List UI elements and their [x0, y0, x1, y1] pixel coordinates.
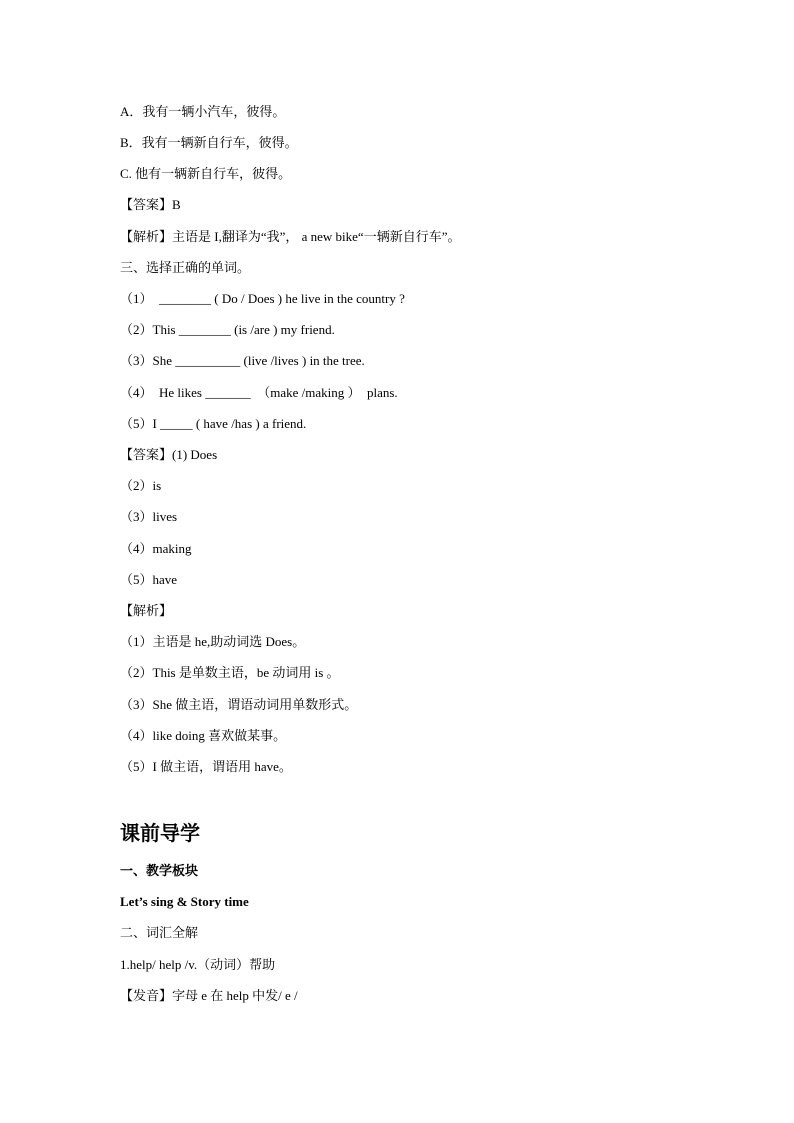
vocab-item: 1.help/ help /v.（动词）帮助	[120, 957, 276, 972]
answer-label: 【答案】B	[120, 197, 181, 212]
analysis-heading: 【解析】	[120, 603, 173, 618]
answer-5: （5）have	[120, 572, 178, 587]
analysis-text: 【解析】主语是 I,翻译为“我”， a new bike“一辆新自行车”。	[120, 229, 461, 244]
answer-4: （4）making	[120, 541, 192, 556]
question-5: （5）I _____ ( have /has ) a friend.	[120, 416, 307, 431]
teaching-block-heading: 一、教学板块	[120, 863, 199, 878]
question-3: （3）She __________ (live /lives ) in the tree.	[120, 353, 365, 368]
analysis-5: （5）I 做主语，谓语用 have。	[120, 759, 292, 774]
answer-2: （2）is	[120, 478, 162, 493]
option-b: B．我有一辆新自行车，彼得。	[120, 135, 298, 150]
vocab-heading: 二、词汇全解	[120, 925, 199, 940]
question-1: （1） ________ ( Do / Does ) he live in the country ?	[120, 291, 405, 306]
answer-1: 【答案】(1) Does	[120, 447, 218, 462]
teaching-block-content: Let’s sing & Story time	[120, 894, 249, 909]
analysis-1: （1）主语是 he,助动词选 Does。	[120, 634, 306, 649]
question-4: （4） He likes _______ （make /making ） plans.	[120, 385, 398, 400]
preview-heading: 课前导学	[120, 823, 200, 845]
analysis-3: （3）She 做主语，谓语动词用单数形式。	[120, 697, 358, 712]
analysis-4: （4）like doing 喜欢做某事。	[120, 728, 287, 743]
option-c: C. 他有一辆新自行车，彼得。	[120, 166, 292, 181]
question-2: （2）This ________ (is /are ) my friend.	[120, 322, 335, 337]
answer-3: （3）lives	[120, 509, 178, 524]
section-title: 三、选择正确的单词。	[120, 260, 251, 275]
analysis-2: （2）This 是单数主语，be 动词用 is 。	[120, 665, 340, 680]
option-a: A．我有一辆小汽车，彼得。	[120, 104, 286, 119]
pronunciation-note: 【发音】字母 e 在 help 中发/ e /	[120, 988, 298, 1003]
